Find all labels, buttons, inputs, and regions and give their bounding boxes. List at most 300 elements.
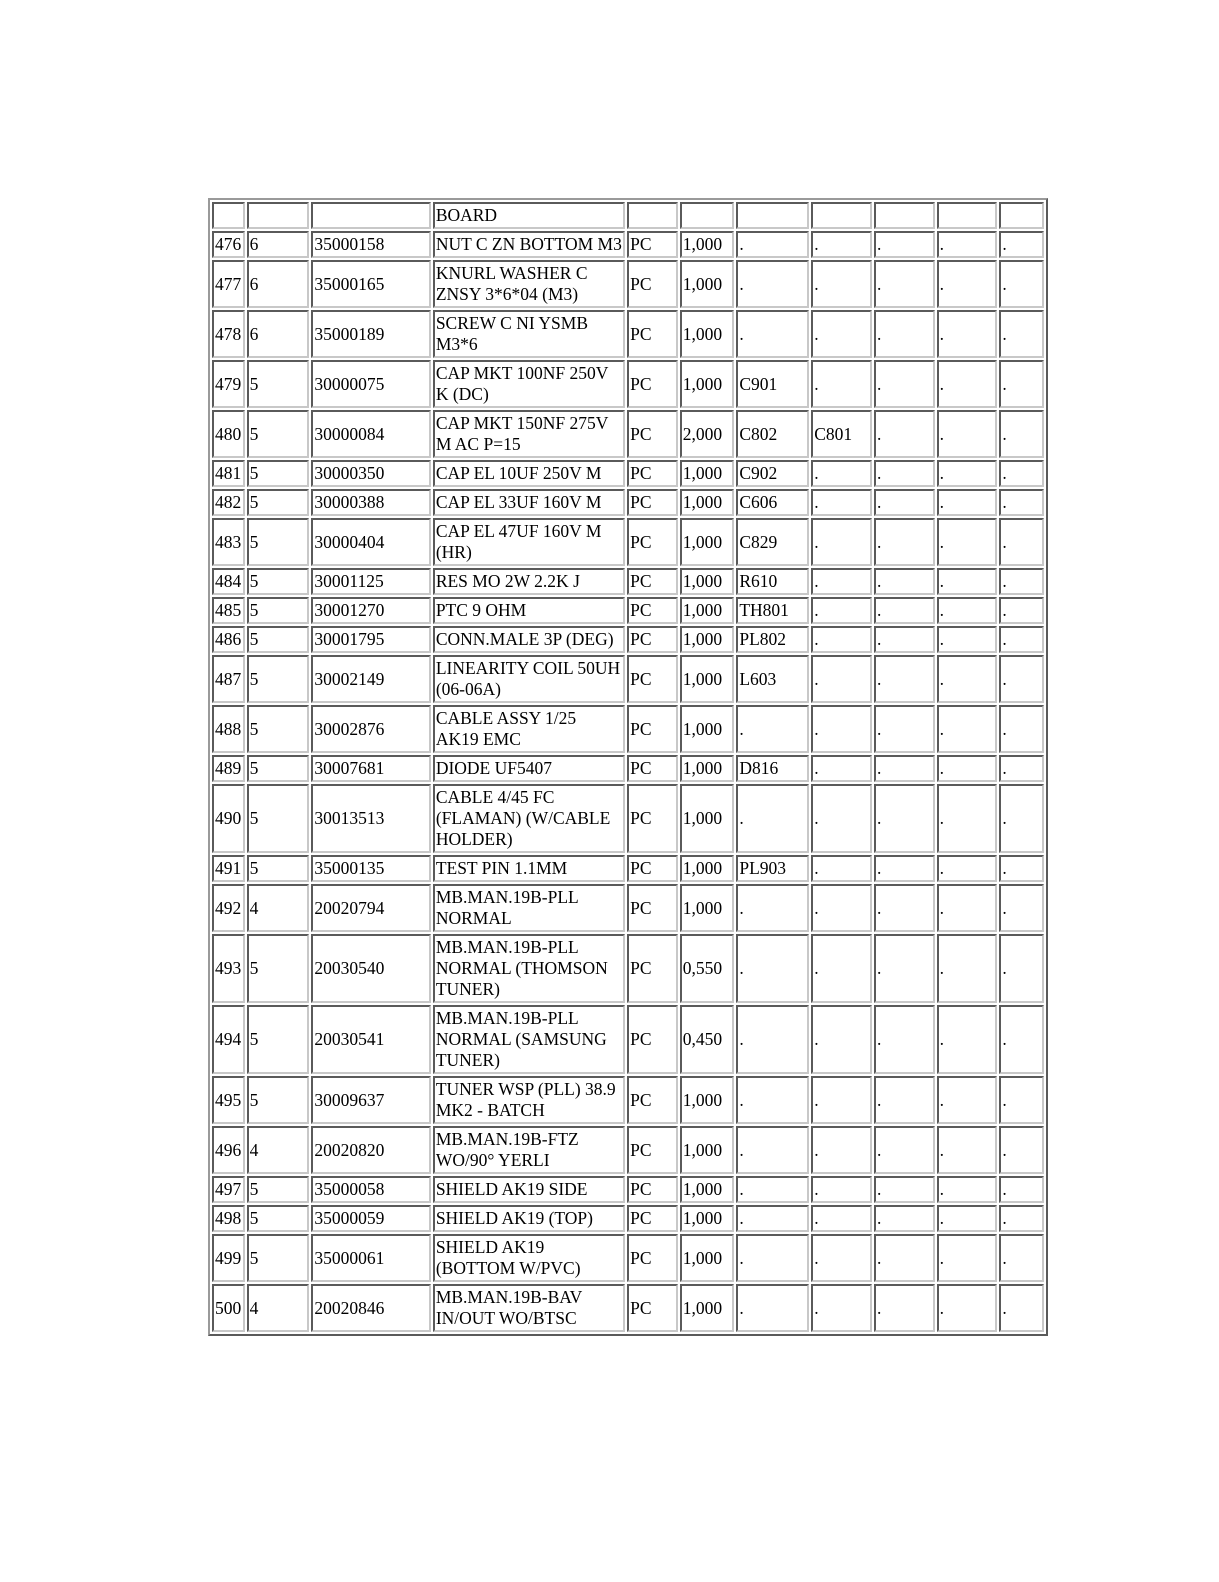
cell-unit: PC	[627, 755, 678, 782]
cell-ref-1: PL802	[736, 626, 809, 653]
cell-unit	[627, 202, 678, 229]
cell-item-no: 483	[212, 518, 245, 566]
cell-level	[247, 202, 310, 229]
cell-unit: PC	[627, 1005, 678, 1074]
cell-level: 5	[247, 518, 310, 566]
cell-ref-2: .	[811, 1284, 872, 1332]
cell-ref-4: .	[937, 655, 998, 703]
cell-ref-3: .	[874, 518, 935, 566]
cell-ref-1: .	[736, 705, 809, 753]
cell-description: CONN.MALE 3P (DEG)	[433, 626, 625, 653]
cell-quantity: 1,000	[680, 1284, 735, 1332]
bom-body	[212, 202, 1044, 1332]
table-row	[212, 934, 1044, 1003]
cell-level: 5	[247, 489, 310, 516]
cell-quantity	[680, 202, 735, 229]
cell-item-no: 491	[212, 855, 245, 882]
cell-ref-3: .	[874, 784, 935, 853]
cell-part-code: 30013513	[311, 784, 430, 853]
cell-part-code: 35000061	[311, 1234, 430, 1282]
cell-level: 5	[247, 360, 310, 408]
cell-ref-2: .	[811, 310, 872, 358]
cell-item-no: 481	[212, 460, 245, 487]
cell-ref-3: .	[874, 1126, 935, 1174]
cell-ref-5: .	[999, 1284, 1044, 1332]
cell-ref-1: .	[736, 1126, 809, 1174]
cell-description: SHIELD AK19 (BOTTOM W/PVC)	[433, 1234, 625, 1282]
cell-level: 5	[247, 1005, 310, 1074]
cell-quantity: 1,000	[680, 260, 735, 308]
cell-level: 5	[247, 1234, 310, 1282]
cell-quantity: 1,000	[680, 855, 735, 882]
cell-quantity: 1,000	[680, 231, 735, 258]
cell-ref-1: C902	[736, 460, 809, 487]
cell-unit: PC	[627, 626, 678, 653]
cell-ref-1: C606	[736, 489, 809, 516]
cell-ref-4: .	[937, 489, 998, 516]
cell-unit: PC	[627, 310, 678, 358]
cell-ref-5: .	[999, 260, 1044, 308]
cell-ref-5: .	[999, 655, 1044, 703]
cell-item-no: 488	[212, 705, 245, 753]
cell-item-no: 477	[212, 260, 245, 308]
cell-ref-3: .	[874, 1284, 935, 1332]
cell-ref-5: .	[999, 568, 1044, 595]
cell-ref-3: .	[874, 597, 935, 624]
cell-ref-3: .	[874, 460, 935, 487]
cell-quantity: 1,000	[680, 1076, 735, 1124]
cell-ref-5	[999, 202, 1044, 229]
table-row	[212, 655, 1044, 703]
cell-part-code: 35000135	[311, 855, 430, 882]
cell-ref-5: .	[999, 1076, 1044, 1124]
cell-description: CAP EL 33UF 160V M	[433, 489, 625, 516]
cell-quantity: 1,000	[680, 755, 735, 782]
table-row	[212, 1205, 1044, 1232]
cell-description: BOARD	[433, 202, 625, 229]
cell-part-code: 20020794	[311, 884, 430, 932]
cell-ref-4: .	[937, 755, 998, 782]
cell-unit: PC	[627, 784, 678, 853]
cell-quantity: 1,000	[680, 568, 735, 595]
cell-description: MB.MAN.19B-PLL NORMAL (SAMSUNG TUNER)	[433, 1005, 625, 1074]
cell-ref-1: L603	[736, 655, 809, 703]
cell-unit: PC	[627, 460, 678, 487]
cell-unit: PC	[627, 260, 678, 308]
cell-item-no: 486	[212, 626, 245, 653]
table-row	[212, 626, 1044, 653]
cell-quantity: 1,000	[680, 784, 735, 853]
table-row	[212, 202, 1044, 229]
cell-level: 4	[247, 884, 310, 932]
cell-ref-1: .	[736, 1176, 809, 1203]
cell-ref-1: .	[736, 231, 809, 258]
cell-ref-1: .	[736, 310, 809, 358]
cell-ref-1: .	[736, 934, 809, 1003]
cell-ref-3: .	[874, 934, 935, 1003]
cell-unit: PC	[627, 597, 678, 624]
cell-ref-1: D816	[736, 755, 809, 782]
cell-description: LINEARITY COIL 50UH (06-06A)	[433, 655, 625, 703]
cell-description: CABLE 4/45 FC (FLAMAN) (W/CABLE HOLDER)	[433, 784, 625, 853]
table-row	[212, 231, 1044, 258]
cell-part-code	[311, 202, 430, 229]
cell-quantity: 1,000	[680, 1176, 735, 1203]
cell-ref-2: .	[811, 1076, 872, 1124]
cell-part-code: 30001270	[311, 597, 430, 624]
cell-unit: PC	[627, 568, 678, 595]
cell-ref-3: .	[874, 705, 935, 753]
cell-quantity: 1,000	[680, 597, 735, 624]
cell-ref-3: .	[874, 310, 935, 358]
cell-description: DIODE UF5407	[433, 755, 625, 782]
cell-ref-4: .	[937, 410, 998, 458]
cell-ref-2: .	[811, 655, 872, 703]
cell-ref-5: .	[999, 460, 1044, 487]
cell-description: TEST PIN 1.1MM	[433, 855, 625, 882]
cell-item-no: 495	[212, 1076, 245, 1124]
cell-ref-1: .	[736, 1076, 809, 1124]
cell-level: 5	[247, 597, 310, 624]
cell-ref-2: .	[811, 231, 872, 258]
cell-item-no: 497	[212, 1176, 245, 1203]
cell-ref-4: .	[937, 260, 998, 308]
cell-level: 5	[247, 1205, 310, 1232]
cell-description: SCREW C NI YSMB M3*6	[433, 310, 625, 358]
cell-ref-5: .	[999, 855, 1044, 882]
cell-part-code: 30000075	[311, 360, 430, 408]
table-row	[212, 1076, 1044, 1124]
cell-ref-4: .	[937, 597, 998, 624]
cell-ref-3: .	[874, 360, 935, 408]
cell-item-no: 492	[212, 884, 245, 932]
cell-ref-4: .	[937, 518, 998, 566]
cell-ref-2: .	[811, 1005, 872, 1074]
table-row	[212, 855, 1044, 882]
cell-description: CABLE ASSY 1/25 AK19 EMC	[433, 705, 625, 753]
table-row	[212, 360, 1044, 408]
cell-description: CAP EL 47UF 160V M (HR)	[433, 518, 625, 566]
cell-ref-4: .	[937, 626, 998, 653]
cell-ref-3: .	[874, 1076, 935, 1124]
cell-unit: PC	[627, 231, 678, 258]
cell-ref-2: .	[811, 597, 872, 624]
cell-part-code: 35000189	[311, 310, 430, 358]
cell-item-no: 493	[212, 934, 245, 1003]
cell-ref-5: .	[999, 518, 1044, 566]
cell-ref-3: .	[874, 1234, 935, 1282]
cell-ref-3: .	[874, 655, 935, 703]
cell-level: 5	[247, 705, 310, 753]
cell-quantity: 1,000	[680, 884, 735, 932]
cell-level: 5	[247, 784, 310, 853]
cell-ref-3: .	[874, 410, 935, 458]
cell-item-no: 489	[212, 755, 245, 782]
cell-item-no: 485	[212, 597, 245, 624]
cell-description: CAP EL 10UF 250V M	[433, 460, 625, 487]
cell-item-no: 480	[212, 410, 245, 458]
cell-description: SHIELD AK19 (TOP)	[433, 1205, 625, 1232]
cell-quantity: 1,000	[680, 310, 735, 358]
cell-ref-5: .	[999, 1205, 1044, 1232]
cell-ref-5: .	[999, 626, 1044, 653]
cell-part-code: 30007681	[311, 755, 430, 782]
cell-ref-4: .	[937, 884, 998, 932]
cell-ref-3: .	[874, 568, 935, 595]
bom-table	[208, 198, 1048, 1336]
cell-ref-2: C801	[811, 410, 872, 458]
cell-ref-4: .	[937, 1005, 998, 1074]
cell-ref-5: .	[999, 784, 1044, 853]
cell-description: MB.MAN.19B-PLL NORMAL	[433, 884, 625, 932]
cell-description: PTC 9 OHM	[433, 597, 625, 624]
cell-ref-1	[736, 202, 809, 229]
cell-ref-5: .	[999, 360, 1044, 408]
cell-ref-5: .	[999, 231, 1044, 258]
cell-ref-2: .	[811, 755, 872, 782]
cell-ref-4: .	[937, 1076, 998, 1124]
cell-description: MB.MAN.19B-FTZ WO/90° YERLI	[433, 1126, 625, 1174]
cell-ref-2: .	[811, 1176, 872, 1203]
cell-level: 5	[247, 1176, 310, 1203]
cell-ref-4: .	[937, 568, 998, 595]
cell-ref-4: .	[937, 1205, 998, 1232]
cell-description: KNURL WASHER C ZNSY 3*6*04 (M3)	[433, 260, 625, 308]
cell-ref-4: .	[937, 1284, 998, 1332]
cell-item-no: 478	[212, 310, 245, 358]
cell-ref-5: .	[999, 489, 1044, 516]
cell-ref-1: .	[736, 1284, 809, 1332]
table-row	[212, 1005, 1044, 1074]
cell-ref-2	[811, 202, 872, 229]
cell-part-code: 30002149	[311, 655, 430, 703]
cell-ref-3: .	[874, 231, 935, 258]
cell-ref-5: .	[999, 410, 1044, 458]
cell-ref-2: .	[811, 1234, 872, 1282]
table-row	[212, 260, 1044, 308]
cell-ref-2: .	[811, 460, 872, 487]
cell-description: TUNER WSP (PLL) 38.9 MK2 - BATCH	[433, 1076, 625, 1124]
cell-ref-5: .	[999, 1005, 1044, 1074]
cell-item-no: 500	[212, 1284, 245, 1332]
cell-unit: PC	[627, 1284, 678, 1332]
cell-ref-3: .	[874, 855, 935, 882]
cell-ref-4: .	[937, 1126, 998, 1174]
cell-level: 5	[247, 460, 310, 487]
table-row	[212, 568, 1044, 595]
cell-ref-1: .	[736, 1005, 809, 1074]
cell-quantity: 2,000	[680, 410, 735, 458]
table-row	[212, 410, 1044, 458]
cell-quantity: 1,000	[680, 360, 735, 408]
table-row	[212, 1284, 1044, 1332]
cell-ref-2: .	[811, 1205, 872, 1232]
cell-unit: PC	[627, 655, 678, 703]
cell-description: RES MO 2W 2.2K J	[433, 568, 625, 595]
cell-level: 5	[247, 855, 310, 882]
cell-part-code: 30002876	[311, 705, 430, 753]
cell-ref-4: .	[937, 784, 998, 853]
cell-ref-2: .	[811, 705, 872, 753]
cell-ref-2: .	[811, 260, 872, 308]
cell-quantity: 0,550	[680, 934, 735, 1003]
cell-level: 5	[247, 626, 310, 653]
cell-quantity: 0,450	[680, 1005, 735, 1074]
cell-item-no: 487	[212, 655, 245, 703]
cell-ref-1: C829	[736, 518, 809, 566]
cell-ref-5: .	[999, 705, 1044, 753]
cell-quantity: 1,000	[680, 655, 735, 703]
cell-ref-3: .	[874, 1005, 935, 1074]
table-row	[212, 1126, 1044, 1174]
cell-level: 6	[247, 310, 310, 358]
cell-part-code: 20030540	[311, 934, 430, 1003]
cell-unit: PC	[627, 489, 678, 516]
cell-unit: PC	[627, 1176, 678, 1203]
cell-ref-1: PL903	[736, 855, 809, 882]
cell-quantity: 1,000	[680, 626, 735, 653]
cell-ref-2: .	[811, 884, 872, 932]
cell-ref-5: .	[999, 755, 1044, 782]
cell-ref-3: .	[874, 1176, 935, 1203]
cell-level: 5	[247, 934, 310, 1003]
cell-ref-4: .	[937, 310, 998, 358]
cell-ref-2: .	[811, 1126, 872, 1174]
cell-quantity: 1,000	[680, 1205, 735, 1232]
cell-ref-1: C802	[736, 410, 809, 458]
cell-ref-2: .	[811, 784, 872, 853]
cell-level: 5	[247, 410, 310, 458]
cell-item-no: 498	[212, 1205, 245, 1232]
cell-ref-3: .	[874, 755, 935, 782]
cell-ref-4: .	[937, 1176, 998, 1203]
cell-part-code: 35000165	[311, 260, 430, 308]
cell-ref-3: .	[874, 260, 935, 308]
table-row	[212, 489, 1044, 516]
cell-ref-5: .	[999, 1234, 1044, 1282]
cell-item-no: 482	[212, 489, 245, 516]
cell-unit: PC	[627, 1205, 678, 1232]
cell-quantity: 1,000	[680, 1126, 735, 1174]
table-row	[212, 755, 1044, 782]
cell-unit: PC	[627, 1234, 678, 1282]
cell-part-code: 30009637	[311, 1076, 430, 1124]
cell-part-code: 20020846	[311, 1284, 430, 1332]
cell-item-no: 494	[212, 1005, 245, 1074]
cell-ref-3: .	[874, 489, 935, 516]
cell-level: 6	[247, 231, 310, 258]
cell-ref-3	[874, 202, 935, 229]
table-row	[212, 1234, 1044, 1282]
cell-level: 5	[247, 755, 310, 782]
cell-item-no: 490	[212, 784, 245, 853]
cell-ref-5: .	[999, 1176, 1044, 1203]
cell-item-no: 499	[212, 1234, 245, 1282]
cell-description: SHIELD AK19 SIDE	[433, 1176, 625, 1203]
table-row	[212, 705, 1044, 753]
cell-part-code: 30000388	[311, 489, 430, 516]
cell-ref-1: TH801	[736, 597, 809, 624]
cell-unit: PC	[627, 705, 678, 753]
cell-ref-1: R610	[736, 568, 809, 595]
table-row	[212, 460, 1044, 487]
table-row	[212, 884, 1044, 932]
cell-ref-5: .	[999, 597, 1044, 624]
cell-part-code: 30000350	[311, 460, 430, 487]
cell-ref-4	[937, 202, 998, 229]
table-row	[212, 518, 1044, 566]
cell-ref-2: .	[811, 518, 872, 566]
cell-ref-3: .	[874, 1205, 935, 1232]
cell-ref-5: .	[999, 934, 1044, 1003]
cell-ref-1: .	[736, 260, 809, 308]
cell-part-code: 30001125	[311, 568, 430, 595]
cell-part-code: 20020820	[311, 1126, 430, 1174]
cell-ref-2: .	[811, 855, 872, 882]
cell-quantity: 1,000	[680, 489, 735, 516]
table-row	[212, 1176, 1044, 1203]
cell-unit: PC	[627, 1076, 678, 1124]
cell-unit: PC	[627, 934, 678, 1003]
cell-quantity: 1,000	[680, 705, 735, 753]
cell-level: 5	[247, 655, 310, 703]
cell-description: MB.MAN.19B-PLL NORMAL (THOMSON TUNER)	[433, 934, 625, 1003]
cell-ref-5: .	[999, 310, 1044, 358]
cell-level: 6	[247, 260, 310, 308]
cell-ref-4: .	[937, 360, 998, 408]
cell-ref-1: .	[736, 1205, 809, 1232]
cell-item-no: 496	[212, 1126, 245, 1174]
cell-item-no	[212, 202, 245, 229]
cell-ref-2: .	[811, 568, 872, 595]
cell-quantity: 1,000	[680, 1234, 735, 1282]
cell-unit: PC	[627, 1126, 678, 1174]
cell-unit: PC	[627, 360, 678, 408]
cell-ref-2: .	[811, 626, 872, 653]
cell-item-no: 484	[212, 568, 245, 595]
cell-level: 5	[247, 568, 310, 595]
cell-part-code: 20030541	[311, 1005, 430, 1074]
table-row	[212, 597, 1044, 624]
cell-ref-1: .	[736, 784, 809, 853]
cell-ref-4: .	[937, 705, 998, 753]
cell-item-no: 479	[212, 360, 245, 408]
cell-part-code: 30000084	[311, 410, 430, 458]
cell-level: 5	[247, 1076, 310, 1124]
cell-unit: PC	[627, 855, 678, 882]
table-row	[212, 784, 1044, 853]
cell-level: 4	[247, 1284, 310, 1332]
cell-ref-2: .	[811, 360, 872, 408]
cell-description: CAP MKT 100NF 250V K (DC)	[433, 360, 625, 408]
cell-ref-4: .	[937, 934, 998, 1003]
cell-ref-3: .	[874, 626, 935, 653]
cell-unit: PC	[627, 410, 678, 458]
cell-ref-1: .	[736, 884, 809, 932]
cell-quantity: 1,000	[680, 518, 735, 566]
cell-ref-1: C901	[736, 360, 809, 408]
cell-ref-1: .	[736, 1234, 809, 1282]
cell-part-code: 35000058	[311, 1176, 430, 1203]
cell-ref-4: .	[937, 1234, 998, 1282]
cell-quantity: 1,000	[680, 460, 735, 487]
cell-item-no: 476	[212, 231, 245, 258]
cell-description: MB.MAN.19B-BAV IN/OUT WO/BTSC	[433, 1284, 625, 1332]
cell-description: CAP MKT 150NF 275V M AC P=15	[433, 410, 625, 458]
cell-ref-2: .	[811, 934, 872, 1003]
cell-unit: PC	[627, 884, 678, 932]
cell-part-code: 30000404	[311, 518, 430, 566]
